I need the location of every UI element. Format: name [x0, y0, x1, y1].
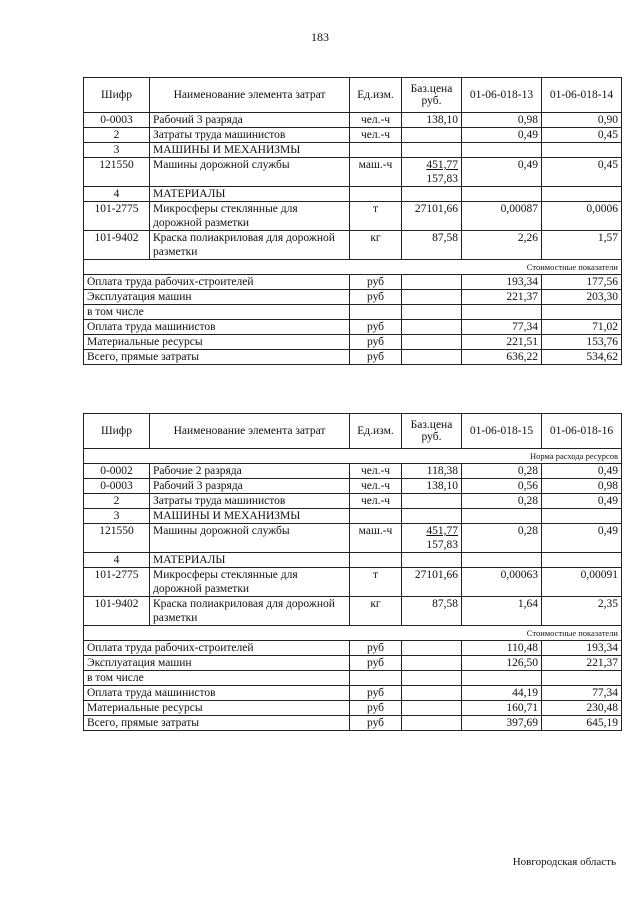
summary-price-empty: [402, 335, 462, 350]
row-price: [402, 494, 462, 509]
row-name: Микросферы стеклянные для дорожной разметки: [150, 202, 350, 231]
cost-table-1: [83, 77, 622, 365]
summary-price-empty: [402, 275, 462, 290]
row-unit: [350, 553, 402, 568]
header-unit: Ед.изм.: [350, 414, 402, 449]
row-value-2: 2,35: [542, 597, 622, 626]
summary-price-empty: [402, 656, 462, 671]
summary-value-1: 221,51: [462, 335, 542, 350]
row-name: МАТЕРИАЛЫ: [150, 553, 350, 568]
row-price: [402, 158, 462, 187]
row-name: МАТЕРИАЛЫ: [150, 187, 350, 202]
header-code: Шифр: [84, 78, 150, 113]
row-value-1: [462, 143, 542, 158]
header-unit: Ед.изм.: [350, 78, 402, 113]
row-code: 0-0003: [84, 479, 150, 494]
summary-name: Оплата труда машинистов: [84, 320, 350, 335]
row-code: 2: [84, 494, 150, 509]
row-value-2: 1,57: [542, 231, 622, 260]
summary-name: Материальные ресурсы: [84, 701, 350, 716]
summary-row: [84, 701, 622, 716]
summary-price-empty: [402, 686, 462, 701]
table-row: [84, 479, 622, 494]
row-price: [402, 524, 462, 553]
table-row: [84, 494, 622, 509]
row-unit: чел.-ч: [350, 113, 402, 128]
row-value-2: 0,45: [542, 158, 622, 187]
summary-unit: руб: [350, 686, 402, 701]
row-price: [402, 568, 462, 597]
summary-value-2: 230,48: [542, 701, 622, 716]
summary-price-empty: [402, 671, 462, 686]
summary-value-1: 77,34: [462, 320, 542, 335]
row-price-value: 87,58: [432, 598, 458, 610]
row-code: 101-9402: [84, 231, 150, 260]
summary-value-2: 221,37: [542, 656, 622, 671]
summary-name: Эксплуатация машин: [84, 656, 350, 671]
summary-name: Материальные ресурсы: [84, 335, 350, 350]
row-name: Затраты труда машинистов: [150, 494, 350, 509]
row-code: 101-2775: [84, 202, 150, 231]
summary-value-2: 153,76: [542, 335, 622, 350]
summary-unit: руб: [350, 335, 402, 350]
header-name: Наименование элемента затрат: [150, 78, 350, 113]
summary-price-empty: [402, 305, 462, 320]
summary-row: [84, 641, 622, 656]
row-price: [402, 231, 462, 260]
row-value-2: [542, 143, 622, 158]
row-price-value: 138,10: [426, 480, 458, 492]
row-price-value-2: 157,83: [426, 539, 458, 551]
row-unit: чел.-ч: [350, 494, 402, 509]
row-value-1: 0,49: [462, 158, 542, 187]
table-row: [84, 464, 622, 479]
summary-price-empty: [402, 290, 462, 305]
summary-value-2: 203,30: [542, 290, 622, 305]
row-price-value: 451,77: [426, 159, 458, 171]
header-code: Шифр: [84, 414, 150, 449]
summary-name: Оплата труда машинистов: [84, 686, 350, 701]
row-code: 121550: [84, 158, 150, 187]
summary-unit: руб: [350, 641, 402, 656]
summary-value-2: 177,56: [542, 275, 622, 290]
summary-value-1: [462, 671, 542, 686]
table-row: [84, 128, 622, 143]
header-col-1: 01-06-018-13: [462, 78, 542, 113]
summary-value-1: 193,34: [462, 275, 542, 290]
row-name: Машины дорожной службы: [150, 158, 350, 187]
norm-label-row: [84, 449, 622, 464]
summary-unit: [350, 305, 402, 320]
summary-value-2: [542, 305, 622, 320]
table-row: [84, 568, 622, 597]
header-price: Баз.цена руб.: [402, 78, 462, 113]
norm-label: Норма расхода ресурсов: [84, 449, 622, 464]
summary-value-2: 71,02: [542, 320, 622, 335]
summary-name: Эксплуатация машин: [84, 290, 350, 305]
row-name: Краска полиакриловая для дорожной разметки: [150, 231, 350, 260]
row-price-value: 451,77: [426, 525, 458, 537]
row-unit: маш.-ч: [350, 158, 402, 187]
row-value-2: 0,00091: [542, 568, 622, 597]
summary-row: [84, 671, 622, 686]
summary-name: Оплата труда рабочих-строителей: [84, 641, 350, 656]
summary-row: [84, 275, 622, 290]
summary-price-empty: [402, 701, 462, 716]
row-price-value: 138,10: [426, 114, 458, 126]
cost-label: Стоимостные показатели: [84, 260, 622, 275]
table-row: [84, 187, 622, 202]
row-price: [402, 597, 462, 626]
row-price-value: 87,58: [432, 232, 458, 244]
row-value-1: 0,28: [462, 524, 542, 553]
row-name: Краска полиакриловая для дорожной разметки: [150, 597, 350, 626]
row-value-1: 2,26: [462, 231, 542, 260]
table-row: [84, 509, 622, 524]
summary-unit: руб: [350, 350, 402, 365]
table-row: [84, 143, 622, 158]
summary-unit: [350, 671, 402, 686]
cost-label-row: [84, 260, 622, 275]
summary-row: [84, 335, 622, 350]
summary-name: Всего, прямые затраты: [84, 716, 350, 731]
summary-unit: руб: [350, 701, 402, 716]
row-value-2: 0,49: [542, 524, 622, 553]
row-unit: чел.-ч: [350, 479, 402, 494]
row-unit: [350, 509, 402, 524]
summary-row: [84, 716, 622, 731]
row-code: 101-9402: [84, 597, 150, 626]
row-value-2: 0,49: [542, 464, 622, 479]
summary-unit: руб: [350, 656, 402, 671]
table-row: [84, 597, 622, 626]
row-value-1: 0,98: [462, 113, 542, 128]
summary-value-1: 126,50: [462, 656, 542, 671]
row-value-2: [542, 509, 622, 524]
row-value-1: 0,00087: [462, 202, 542, 231]
row-unit: чел.-ч: [350, 464, 402, 479]
summary-name: в том числе: [84, 305, 350, 320]
row-unit: чел.-ч: [350, 128, 402, 143]
row-name: Затраты труда машинистов: [150, 128, 350, 143]
header-col-2: 01-06-018-16: [542, 414, 622, 449]
row-value-2: [542, 187, 622, 202]
row-name: Рабочие 2 разряда: [150, 464, 350, 479]
summary-row: [84, 656, 622, 671]
row-unit: [350, 143, 402, 158]
row-name: Рабочий 3 разряда: [150, 479, 350, 494]
row-name: Микросферы стеклянные для дорожной разметки: [150, 568, 350, 597]
row-value-1: [462, 509, 542, 524]
row-value-1: 0,49: [462, 128, 542, 143]
header-price: Баз.цена руб.: [402, 414, 462, 449]
row-name: Рабочий 3 разряда: [150, 113, 350, 128]
cost-label: Стоимостные показатели: [84, 626, 622, 641]
header-col-1: 01-06-018-15: [462, 414, 542, 449]
cost-table-2: [83, 413, 622, 731]
row-price: [402, 202, 462, 231]
row-value-1: 0,00063: [462, 568, 542, 597]
table-row: [84, 231, 622, 260]
row-price-value: 27101,66: [414, 203, 458, 215]
row-value-1: [462, 553, 542, 568]
summary-price-empty: [402, 716, 462, 731]
row-price: [402, 553, 462, 568]
summary-row: [84, 305, 622, 320]
summary-value-1: 221,37: [462, 290, 542, 305]
summary-value-1: 44,19: [462, 686, 542, 701]
summary-price-empty: [402, 641, 462, 656]
row-price: [402, 113, 462, 128]
row-value-2: 0,98: [542, 479, 622, 494]
summary-value-1: 636,22: [462, 350, 542, 365]
summary-price-empty: [402, 350, 462, 365]
row-unit: кг: [350, 597, 402, 626]
table-row: [84, 158, 622, 187]
summary-name: Всего, прямые затраты: [84, 350, 350, 365]
row-price-value-2: 157,83: [426, 173, 458, 185]
row-unit: т: [350, 568, 402, 597]
row-value-2: 0,0006: [542, 202, 622, 231]
summary-row: [84, 290, 622, 305]
table-row: [84, 113, 622, 128]
summary-value-1: 160,71: [462, 701, 542, 716]
row-value-2: 0,45: [542, 128, 622, 143]
summary-value-2: 645,19: [542, 716, 622, 731]
summary-row: [84, 320, 622, 335]
row-price-value: 27101,66: [414, 569, 458, 581]
row-value-1: 1,64: [462, 597, 542, 626]
row-price: [402, 187, 462, 202]
row-code: 3: [84, 509, 150, 524]
row-value-2: 0,90: [542, 113, 622, 128]
summary-name: в том числе: [84, 671, 350, 686]
row-price: [402, 464, 462, 479]
summary-row: [84, 350, 622, 365]
row-price: [402, 509, 462, 524]
cost-label-row: [84, 626, 622, 641]
header-row: [84, 78, 622, 113]
summary-value-2: 534,62: [542, 350, 622, 365]
summary-value-2: [542, 671, 622, 686]
row-code: 2: [84, 128, 150, 143]
row-unit: т: [350, 202, 402, 231]
row-value-1: 0,28: [462, 494, 542, 509]
row-code: 0-0002: [84, 464, 150, 479]
summary-price-empty: [402, 320, 462, 335]
summary-unit: руб: [350, 290, 402, 305]
summary-row: [84, 686, 622, 701]
row-unit: кг: [350, 231, 402, 260]
row-name: МАШИНЫ И МЕХАНИЗМЫ: [150, 509, 350, 524]
summary-value-1: 397,69: [462, 716, 542, 731]
footer-region: Новгородская область: [512, 856, 616, 868]
header-row: [84, 414, 622, 449]
row-name: Машины дорожной службы: [150, 524, 350, 553]
summary-value-1: 110,48: [462, 641, 542, 656]
row-code: 4: [84, 553, 150, 568]
row-value-1: 0,28: [462, 464, 542, 479]
header-col-2: 01-06-018-14: [542, 78, 622, 113]
summary-value-2: 193,34: [542, 641, 622, 656]
summary-unit: руб: [350, 320, 402, 335]
row-price-value: 118,38: [426, 465, 458, 477]
row-code: 0-0003: [84, 113, 150, 128]
row-code: 101-2775: [84, 568, 150, 597]
row-price: [402, 479, 462, 494]
row-value-1: [462, 187, 542, 202]
row-value-2: [542, 553, 622, 568]
row-code: 121550: [84, 524, 150, 553]
table-row: [84, 202, 622, 231]
row-unit: маш.-ч: [350, 524, 402, 553]
row-name: МАШИНЫ И МЕХАНИЗМЫ: [150, 143, 350, 158]
row-value-1: 0,56: [462, 479, 542, 494]
row-price: [402, 128, 462, 143]
summary-unit: руб: [350, 275, 402, 290]
summary-unit: руб: [350, 716, 402, 731]
header-name: Наименование элемента затрат: [150, 414, 350, 449]
summary-value-2: 77,34: [542, 686, 622, 701]
table-row: [84, 553, 622, 568]
row-value-2: 0,49: [542, 494, 622, 509]
row-price: [402, 143, 462, 158]
page-number: 183: [311, 30, 329, 44]
row-code: 3: [84, 143, 150, 158]
row-unit: [350, 187, 402, 202]
table-row: [84, 524, 622, 553]
row-code: 4: [84, 187, 150, 202]
summary-value-1: [462, 305, 542, 320]
summary-name: Оплата труда рабочих-строителей: [84, 275, 350, 290]
